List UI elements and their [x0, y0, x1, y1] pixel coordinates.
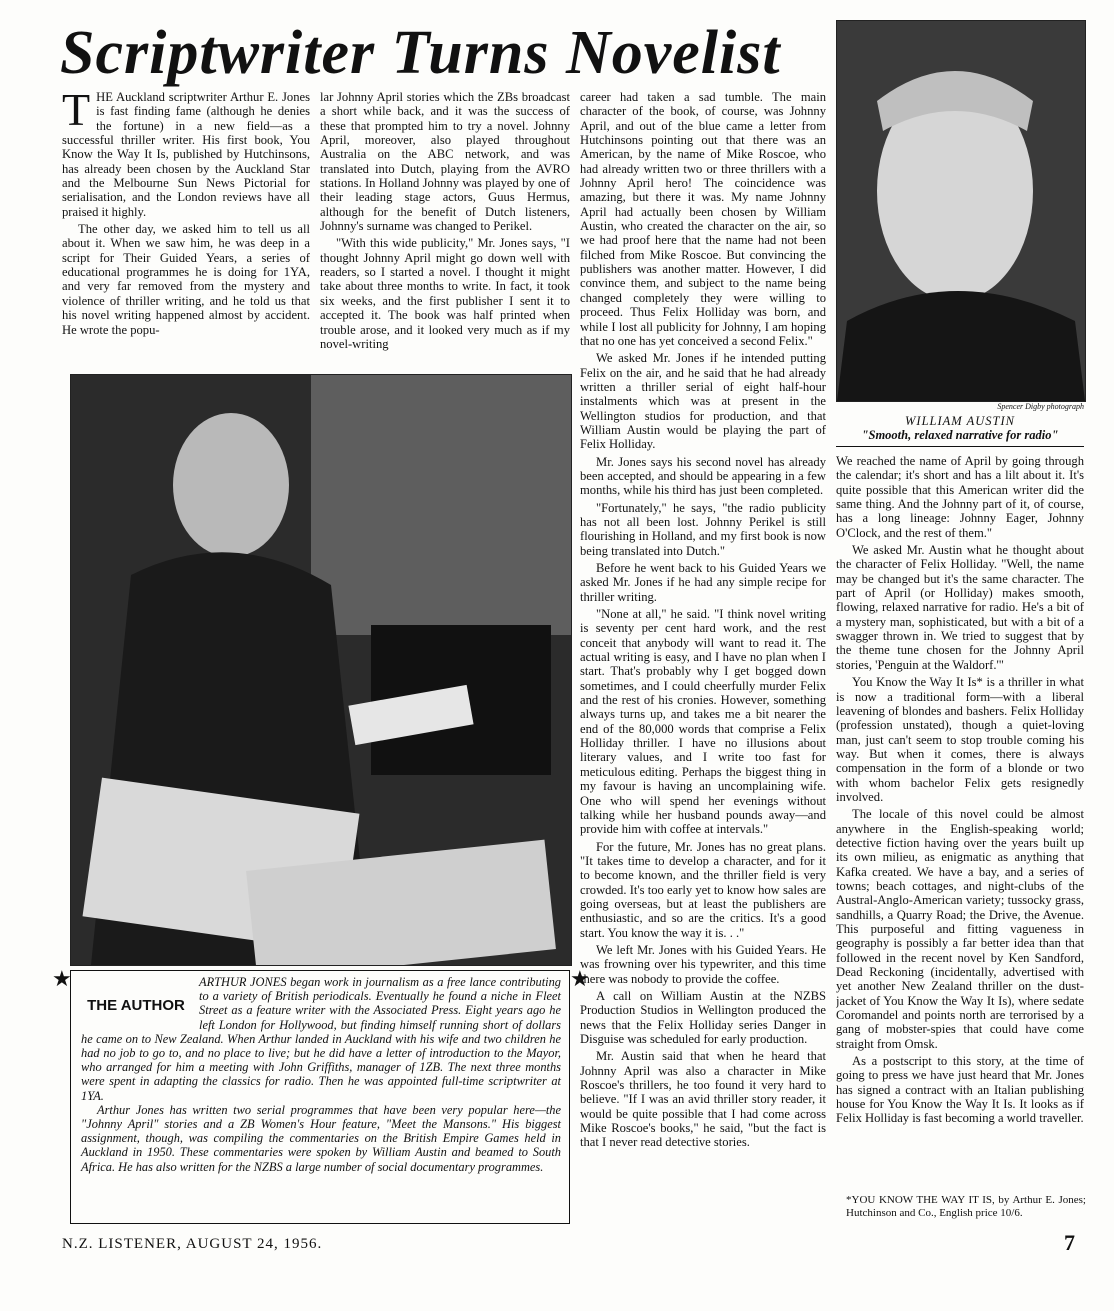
paragraph: You Know the Way It Is* is a thriller in what is now a traditional form—with a liberal leavening of blondes and bashers. Felix Holliday (profession unstated), though a quiet-loving man, just can't seem to stop trouble coming his way. But when it comes, there is always compensation in the form of a blonde or two with whom bachelor Felix gets resignedly involved. [836, 675, 1084, 804]
paragraph: As a postscript to this story, at the time of going to press we have just heard that Mr. Jones has signed a contract with an Italian publishing house for You Know the Way It Is. It looks as if Felix Holliday is fast becoming a world traveller. [836, 1054, 1084, 1126]
author-box-label: THE AUTHOR [87, 997, 185, 1014]
divider [836, 446, 1084, 447]
author-box-paragraph: ARTHUR JONES began work in journalism as a free lance contributing to a variety of British periodicals. Eventually he found a niche in Fleet Street as a feature writer with the Associated Press. Eight years ago he left London for Hollywood, but finding himself running short of dollars he came on to New Zealand. When Arthur landed in Auckland with his wife and two children he had no job to go to, and no place to live; but he did have a letter of introduction to the Mayor, who arranged for him a meeting with John Griffiths, manager of 1ZB. The next three months were spent in adapting the classics for radio. Then he was appointed full-time scriptwriter at 1YA. [81, 975, 561, 1103]
photo-caption-name: WILLIAM AUSTIN [905, 414, 1015, 428]
paragraph: We asked Mr. Jones if he intended putting Felix on the air, and he said that he had already written a thriller serial of eight half-hour instalments which was at present in the Wellington studios for production, and that William Austin would be playing the part of Felix Holliday. [580, 351, 826, 452]
photo-credit: Spencer Digby photograph [997, 402, 1084, 411]
drop-cap: T [62, 90, 91, 135]
austin-photo [836, 20, 1086, 402]
page-number: 7 [1064, 1230, 1075, 1255]
author-box-paragraph: Arthur Jones has written two serial programmes that have been very popular here—the "Johnny April" stories and a ZB Women's Hour feature, "Meet the Mansons." His biggest assignment, though, was compiling the commentaries on the British Empire Games held in Auckland in 1950. These commentaries were spoken by William Austin and beamed to South Africa. He has also written for the NZBS a large number of social documentary programmes. [81, 1102, 561, 1174]
paragraph: For the future, Mr. Jones has no great plans. "It takes time to develop a character, and for it to become known, and the thriller field is very crowded. It's too early yet to know how sales are going overseas, but at least the publishers are enthusiastic, and so are the critics. It's a good start. You know the way it is. . ." [580, 839, 826, 940]
paragraph: We asked Mr. Austin what he thought about the character of Felix Holliday. "Well, the name may be changed but it's the same character. The part of April (or Holliday) makes smooth, flowing, relaxed narrative for radio. He's a bit of a mystery man, sophisticated, but with a bit of a swagger thrown in. We tried to suggest that by the theme tune chosen for the Johnny April stories, 'Penguin at the Waldorf.'" [836, 543, 1084, 672]
austin-photo-illustration [837, 21, 1085, 401]
paragraph: Mr. Austin said that when he heard that Johnny April was also a character in Mike Roscoe's thrillers, he too found it very hard to believe. "If I was an avid thriller story reader, it would be quite possible that I had come across Mike Roscoe's books," he said, "but the fact is that I never read detective stories. [580, 1049, 826, 1150]
paragraph: lar Johnny April stories which the ZBs broadcast a short while back, and it was the success of these that prompted him to try a novel. Johnny April, moreover, also played throughout Australia on the ABC network, and was translated into Dutch, playing from the AVRO stations. In Holland Johnny was played by one of their leading stage actors, Guus Hermus, although for the benefit of Dutch listeners, Johnny's surname was changed to Perikel. [320, 90, 570, 234]
paragraph: "Fortunately," he says, "the radio publicity has not all been lost. Johnny Perikel is still flourishing in Holland, and my first book is now being translated into Dutch." [580, 500, 826, 558]
paragraph: The locale of this novel could be almost anywhere in the English-speaking world; detective fiction having over the years built up its own milieu, as enigmatic as anything that Kafka created. We have a bay, and a series of towns; beach cottages, and night-clubs of the Austral-Anglo-American variety; tussocky grass, sandhills, a Quarry Road; the Drive, the Avenue. This purposeful and fitting vagueness in geography is possibly a far better idea than that followed in the recent novel by Ken Sandford, Dead Reckoning (incidentally, advertised with yet another New Zealand thriller on the dust-jacket of You Know the Way It Is), where sedate Coromandel and points north are terrorised by a gang of mobster-spies that could have come straight from Omsk. [836, 807, 1084, 1051]
paragraph: "None at all," he said. "I think novel writing is seventy per cent hard work, and the rest conceit that anybody will want to read it. The actual writing is easy, and I have no plan when I start. That's probably why I get bogged down sometimes, and I could cheerfully murder Felix and the rest of his cronies. However, something always turns up, and takes me a bit nearer the end of the 80,000 words that comprise a Felix Holliday thriller. I have no illusions about literary values, and I write too fast for meticulous editing. Perhaps the biggest thing in my favour is having an uncomplaining wife. One who will spend her evenings without talking while her husband pounds away—and provide him with coffee at intervals." [580, 607, 826, 837]
paragraph: A call on William Austin at the NZBS Production Studios in Wellington produced the news that the Felix Holliday series Danger in Disguise was scheduled for early production. [580, 988, 826, 1046]
paragraph: We left Mr. Jones with his Guided Years. He was frowning over his typewriter, and this time there was nobody to provide the coffee. [580, 942, 826, 986]
footer-masthead: N.Z. LISTENER, AUGUST 24, 1956. [62, 1236, 323, 1252]
author-box [70, 970, 570, 1224]
paragraph: career had taken a sad tumble. The main character of the book, of course, was Johnny April, and out of the blue came a letter from Hutchinsons pointing out that there was an American, by the name of Mike Roscoe, who had already written two or three thrillers with a Johnny April hero! The coincidence was amazing, but there it was. My name Johnny April had actually been chosen by William Austin, who created the character on the air, so we had proof here that the name had not been filched from Mike Roscoe. But convincing the publishers was another matter. However, I did convince them, and subject to the name being changed completely they were willing to proceed. Thus Felix Holliday was born, and while I lost all publicity for Johnny, I am hoping that no one has yet conceived a second Felix." [580, 90, 826, 348]
article-column-3 [580, 90, 826, 1250]
paragraph: The other day, we asked him to tell us all about it. When we saw him, he was deep in a script for Their Guided Years, a series of educational programmes he is doing for 1YA, and very far removed from the mystery and violence of thriller writing, and he told us that his novel writing happened almost by accident. He wrote the popu- [62, 222, 310, 337]
author-photo-illustration [71, 375, 571, 965]
paragraph: Before he went back to his Guided Years we asked Mr. Jones if he had any simple recipe for thriller writing. [580, 561, 826, 604]
photo-caption-quote: "Smooth, relaxed narrative for radio" [861, 428, 1059, 442]
star-icon: ★ [570, 966, 590, 991]
author-photo [70, 374, 572, 966]
article-column-2 [320, 90, 570, 368]
star-icon: ★ [52, 966, 72, 991]
book-footnote: *YOU KNOW THE WAY IT IS, by Arthur E. Jones; Hutchinson and Co., English price 10/6. [846, 1194, 1086, 1219]
headline: Scriptwriter Turns Novelist [60, 19, 781, 87]
article-column-1 [62, 90, 310, 368]
article-column-4 [836, 454, 1084, 1194]
paragraph: THE Auckland scriptwriter Arthur E. Jones is fast finding fame (although he denies the fortune) in a new field—as a successful thriller writer. His first book, You Know the Way It Is, published by Hutchinsons, has already been chosen by the Auckland Star and the Melbourne Sun News Pictorial for serialisation, and the London reviews have all praised it highly. [62, 90, 310, 219]
paragraph: "With this wide publicity," Mr. Jones says, "I thought Johnny April might go down well with readers, so I started a novel. I thought it might take about three months to write. In fact, it took six weeks, and the first publisher I sent it to accepted it. The book was half printed when trouble arose, and it looked very much as if my novel-writing [320, 236, 570, 351]
paragraph: We reached the name of April by going through the calendar; it's short and has a lilt about it. It's quite possible that this American writer did the same thing. And the Johnny part of it, of course, has a long lineage: Johnny Eager, Johnny O'Clock, and the rest of them." [836, 454, 1084, 540]
paragraph: Mr. Jones says his second novel has already been accepted, and should be appearing in a few months, while his third has just been completed. [580, 454, 826, 498]
